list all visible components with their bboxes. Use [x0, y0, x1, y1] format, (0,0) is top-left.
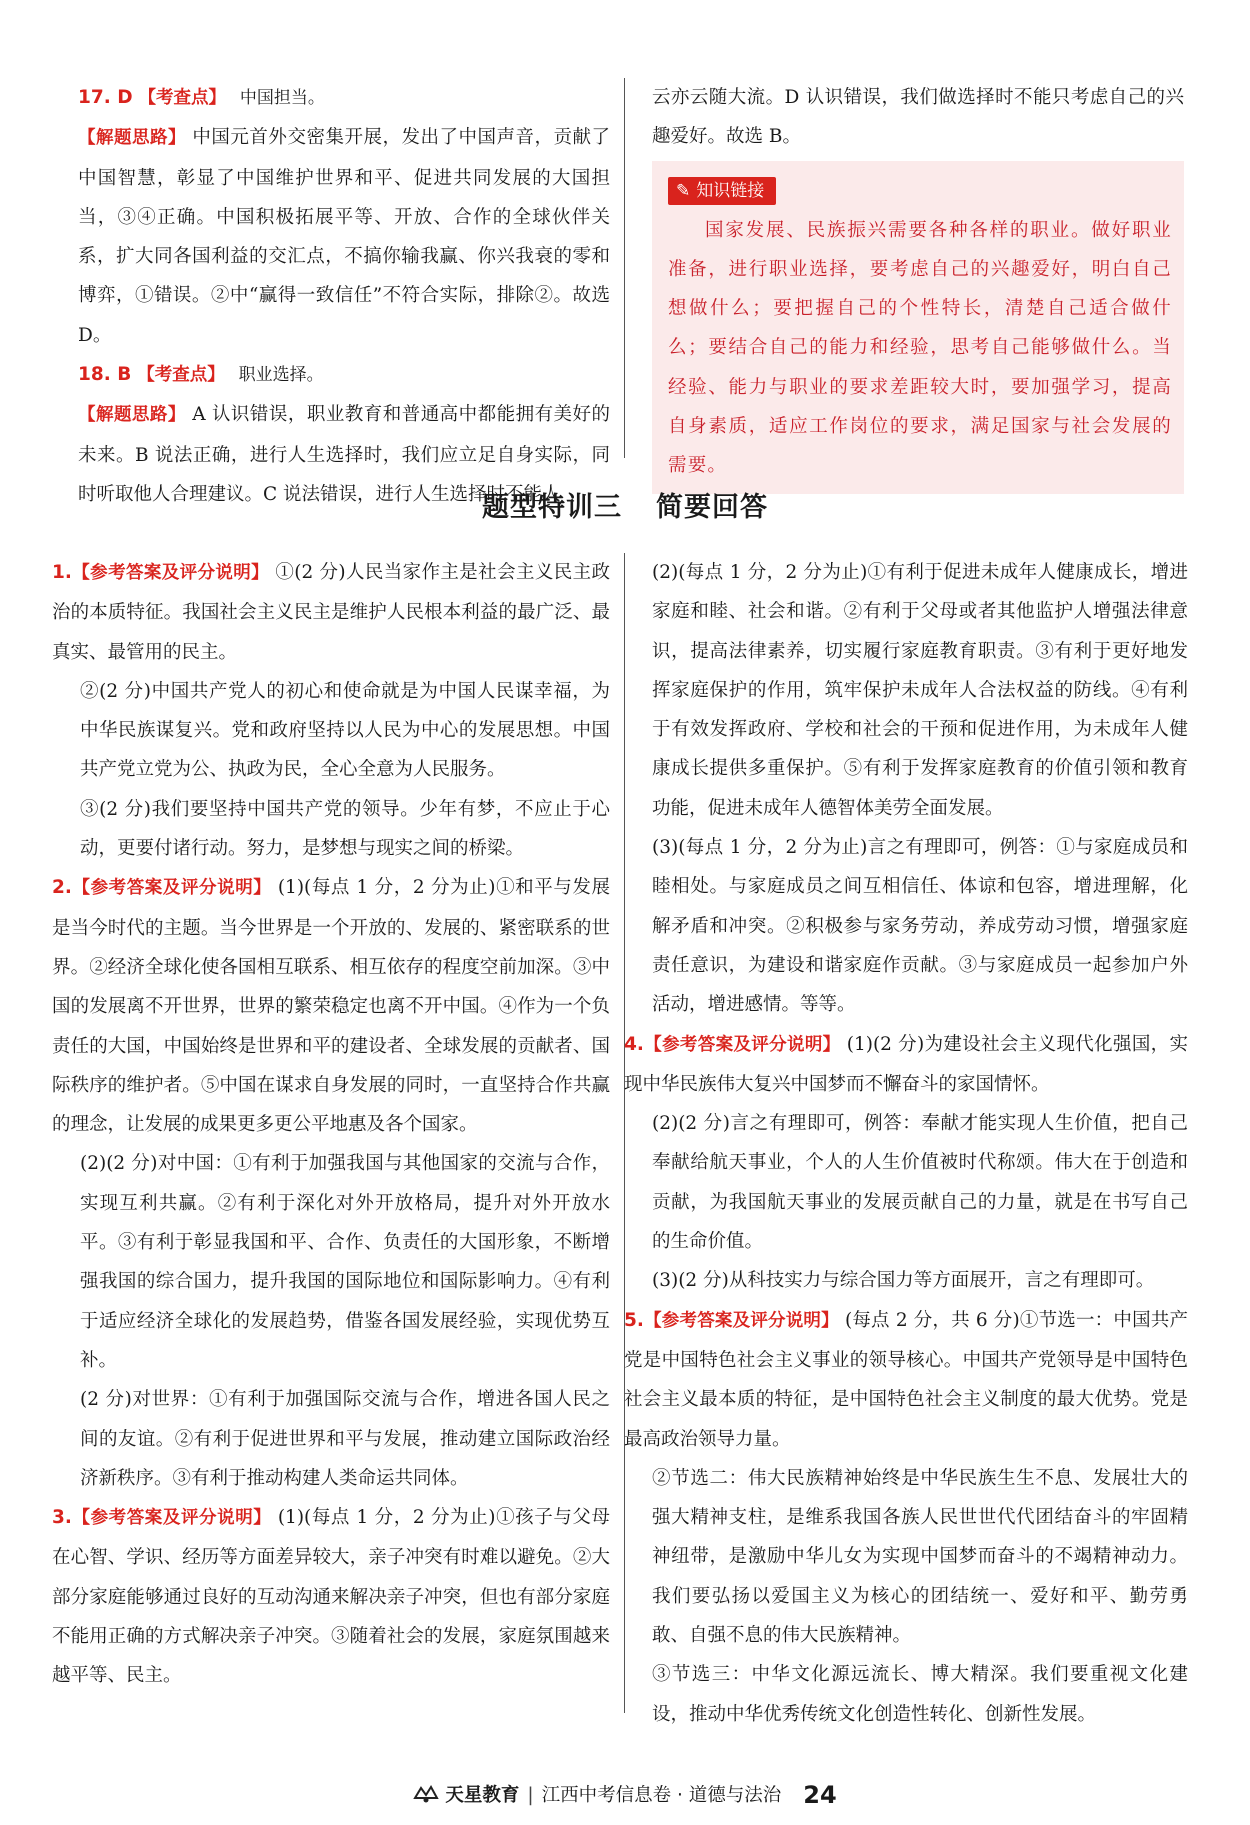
answer-1-p2: ②(2 分)中国共产党人的初心和使命就是为中国人民谋幸福，为中华民族谋复兴。党和政府坚持以人民为中心的发展思想。中国共产党立党为公、执政为民，全心全意为人民服务。 — [80, 680, 610, 781]
answer-2-p1 — [52, 868, 610, 1144]
answer-3-number: 3. — [52, 1507, 72, 1529]
answer-3-label: 【参考答案及评分说明】 — [71, 1508, 272, 1529]
answer-1-label: 【参考答案及评分说明】 — [71, 563, 270, 583]
q18-kaochadian-label: 【考查点】 — [137, 365, 225, 386]
q17-jieti — [78, 118, 610, 355]
q17-heading — [78, 78, 610, 118]
answer-1-text-1: ①(2 分)人民当家作主是社会主义民主政治的本质特征。我国社会主义民主是维护人民根本利益的最广泛、最真实、最管用的民主。 — [52, 562, 611, 663]
q17-kaochadian-label: 【考查点】 — [138, 88, 226, 108]
answer-3-p3: (3)(每点 1 分，2 分为止)言之有理即可，例答：①与家庭成员和睦相处。与家庭成员之间互相信任、体谅和包容，增进理解，化解矛盾和冲突。②积极参与家务劳动，养成劳动习惯，增强家庭责任意识，为建设和谐家庭作贡献。③与家庭成员一起参加户外活动，增进感情。等等。 — [652, 837, 1188, 1016]
bottom-right-column — [624, 553, 1188, 1734]
section-title — [0, 485, 1250, 524]
answer-2-text-1: (1)(每点 1 分，2 分为止)①和平与发展是当今时代的主题。当今世界是一个开放的、发展的、紧密联系的世界。②经济全球化使各国相互联系、相互依存的程度空前加深。③中国的发展离不开世界，世界的繁荣稳定也离不开中国。④作为一个负责任的大国，中国始终是世界和平的建设者、全球发展的贡献者、国际秩序的维护者。⑤中国在谋求自身发展的同时，一直坚持合作共赢的理念，让发展的成果更多更公平地惠及各个国家。 — [52, 877, 610, 1136]
answer-5-label: 【参考答案及评分说明】 — [643, 1310, 839, 1331]
answer-4-text-1: (1)(2 分)为建设社会主义现代化强国，实现中华民族伟大复兴中国梦而不懈奋斗的家国情怀。 — [624, 1033, 1189, 1095]
answer-2-label: 【参考答案及评分说明】 — [71, 878, 272, 899]
q17-jieti-label: 【解题思路】 — [78, 128, 187, 149]
answer-4-p1 — [624, 1025, 1188, 1105]
answer-5-text-1: (每点 2 分，共 6 分)①节选一：中国共产党是中国特色社会主义事业的领导核心。中国共产党领导是中国特色社会主义最本质的特征，是中国特色社会主义制度的最大优势。党是最高政治领导力量。 — [624, 1309, 1188, 1450]
answer-4-p2: (2)(2 分)言之有理即可，例答：奉献才能实现人生价值，把自己奉献给航天事业，个人的人生价值被时代称颂。伟大在于创造和贡献，为我国航天事业的发展贡献自己的力量，就是在书写自己的生命价值。 — [652, 1113, 1188, 1253]
answer-5-number: 5. — [624, 1309, 644, 1331]
page-footer — [0, 1781, 1250, 1809]
q17-jieti-text: 中国元首外交密集开展，发出了中国声音，贡献了中国智慧，彰显了中国维护世界和平、促进共同发展的大国担当，③④正确。中国积极拓展平等、开放、合作的全球伙伴关系，扩大同各国利益的交汇点，不搞你输我赢、你兴我衰的零和博弈，①错误。②中“赢得一致信任”不符合实际，排除②。故选 D。 — [78, 127, 610, 346]
top-left-column — [78, 78, 610, 514]
footer-book-title: 江西中考信息卷 · 道德与法治 — [541, 1785, 782, 1806]
top-right-column — [652, 78, 1184, 494]
q18-kaochadian: 职业选择。 — [238, 365, 324, 386]
answer-3-p1 — [52, 1498, 610, 1695]
answer-2-p2: (2)(2 分)对中国：①有利于加强我国与其他国家的交流与合作，实现互利共赢。②有利于深化对外开放格局，提升对外开放水平。③有利于彰显我国和平、合作、负责任的大国形象，不断增强我国的综合国力，提升我国的国际地位和国际影响力。④有利于适应经济全球化的发展趋势，借鉴各国发展经验，实现优势互补。 — [80, 1153, 610, 1371]
knowledge-link-title: 知识链接 — [696, 180, 765, 201]
q17-kaochadian: 中国担当。 — [239, 88, 325, 108]
answer-2-p3: (2 分)对世界：①有利于加强国际交流与合作，增进各国人民之间的友谊。②有利于促进世界和平与发展，推动建立国际政治经济新秩序。③有利于推动构建人类命运共同体。 — [80, 1389, 610, 1489]
answer-1-number: 1. — [52, 562, 72, 583]
answer-3-text-1: (1)(每点 1 分，2 分为止)①孩子与父母在心智、学识、经历等方面差异较大，亲子冲突有时难以避免。②大部分家庭能够通过良好的互动沟通来解决亲子冲突，但也有部分家庭不能用正确的方式解决亲子冲突。③随着社会的发展，家庭氛围越来越平等、民主。 — [52, 1507, 610, 1687]
q18-number: 18. B — [78, 364, 132, 386]
brand-logo-icon — [413, 1784, 439, 1804]
column-divider-top — [624, 78, 625, 458]
bottom-left-column — [52, 553, 610, 1696]
page-number: 24 — [803, 1781, 837, 1809]
q18-jieti-text-part1: A 认识错误，职业教育和普通高中都能拥有美好的未来。B 说法正确，进行人生选择时，我们应立足自身实际，同时听取他人合理建议。C 说法错误，进行人生选择时不能人 — [78, 404, 610, 505]
answer-3-p2: (2)(每点 1 分，2 分为止)①有利于促进未成年人健康成长，增进家庭和睦、社会和谐。②有利于父母或者其他监护人增强法律意识，提高法律素养，切实履行家庭教育职责。③有利于更好地发挥家庭保护的作用，筑牢保护未成年人合法权益的防线。④有利于有效发挥政府、学校和社会的干预和促进作用，为未成年人健康成长提供多重保护。⑤有利于发挥家庭教育的价值引领和教育功能，促进未成年人德智体美劳全面发展。 — [652, 562, 1188, 819]
answer-1-p1 — [52, 553, 610, 672]
footer-brand: 天星教育 — [445, 1785, 520, 1806]
answer-2-number: 2. — [52, 877, 72, 899]
answer-4-p3: (3)(2 分)从科技实力与综合国力等方面展开，言之有理即可。 — [652, 1270, 1155, 1292]
answer-4-label: 【参考答案及评分说明】 — [643, 1034, 841, 1055]
q18-jieti-label: 【解题思路】 — [78, 405, 186, 426]
answer-5-p3: ③节选三：中华文化源远流长、博大精深。我们要重视文化建设，推动中华优秀传统文化创造性转化、创新性发展。 — [652, 1664, 1188, 1725]
knowledge-link-icon: ✎ — [676, 180, 691, 201]
knowledge-link-box — [652, 161, 1184, 494]
answer-1-p3: ③(2 分)我们要坚持中国共产党的领导。少年有梦，不应止于心动，更要付诸行动。努力，是梦想与现实之间的桥梁。 — [80, 798, 610, 860]
answer-5-p1 — [624, 1301, 1188, 1459]
knowledge-link-header — [668, 177, 776, 205]
answer-4-number: 4. — [624, 1033, 644, 1055]
footer-separator: | — [527, 1785, 534, 1806]
answer-5-p2: ②节选二：伟大民族精神始终是中华民族生生不息、发展壮大的强大精神支柱，是维系我国各族人民世世代代团结奋斗的牢固精神纽带，是激励中华儿女为实现中国梦而奋斗的不竭精神动力。我们要弘扬以爱国主义为核心的团结统一、爱好和平、勤劳勇敢、自强不息的伟大民族精神。 — [652, 1467, 1188, 1647]
q18-heading — [78, 355, 610, 395]
section-title-b: 简要回答 — [656, 492, 768, 523]
knowledge-link-text: 国家发展、民族振兴需要各种各样的职业。做好职业准备，进行职业选择，要考虑自己的兴趣爱好，明白自己想做什么；要把握自己的个性特长，清楚自己适合做什么；要结合自己的能力和经验，思考自己能够做什么。当经验、能力与职业的要求差距较大时，要加强学习，提高自身素质，适应工作岗位的要求，满足国家与社会发展的需要。 — [668, 219, 1172, 477]
section-title-a: 题型特训三 — [482, 492, 622, 523]
q17-number: 17. D — [78, 87, 133, 108]
q18-jieti-continued: 云亦云随大流。D 认识错误，我们做选择时不能只考虑自己的兴趣爱好。故选 B。 — [652, 87, 1184, 148]
